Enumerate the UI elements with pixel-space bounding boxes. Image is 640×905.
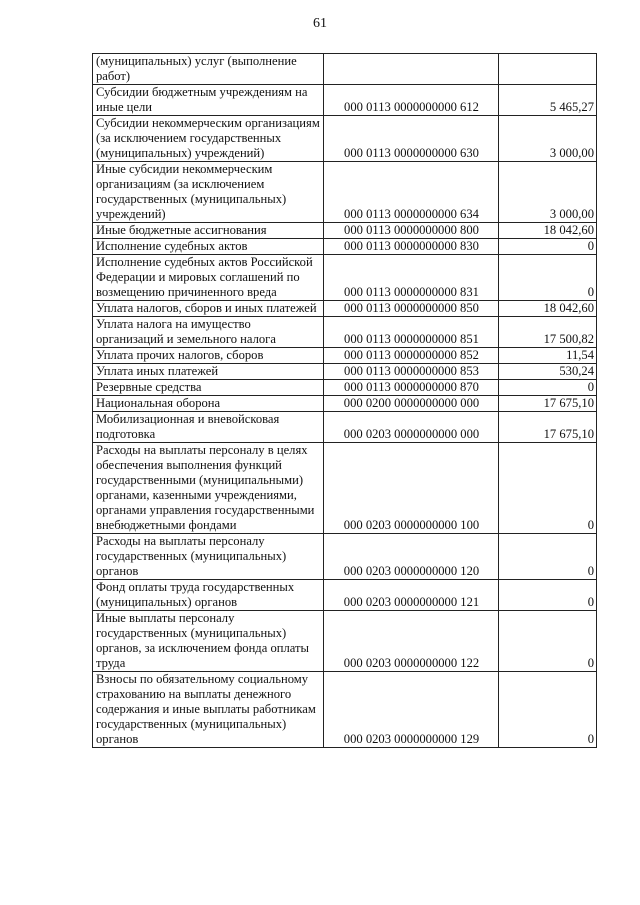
row-name-cell: Уплата налогов, сборов и иных платежей xyxy=(93,301,324,317)
row-name-cell: Расходы на выплаты персоналу в целях обеспечения выполнения функций государственными (муниципальными) органами, казенными учреждениями, органами управления государственными внебюджетными фондами xyxy=(93,443,324,534)
row-name-cell: Национальная оборона xyxy=(93,396,324,412)
row-name-cell: Фонд оплаты труда государственных (муниципальных) органов xyxy=(93,580,324,611)
row-name-cell: Иные выплаты персоналу государственных (муниципальных) органов, за исключением фонда оплаты труда xyxy=(93,611,324,672)
table-row xyxy=(93,116,597,162)
row-code-cell: 000 0203 0000000000 121 xyxy=(324,580,499,611)
table-row xyxy=(93,348,597,364)
row-name-cell: Резервные средства xyxy=(93,380,324,396)
row-amount-cell: 0 xyxy=(499,239,597,255)
row-name-cell: Уплата прочих налогов, сборов xyxy=(93,348,324,364)
row-name-cell: Уплата иных платежей xyxy=(93,364,324,380)
row-amount-cell: 530,24 xyxy=(499,364,597,380)
row-code-cell xyxy=(324,54,499,85)
row-amount-cell xyxy=(499,54,597,85)
row-amount-cell: 3 000,00 xyxy=(499,162,597,223)
row-amount-cell: 0 xyxy=(499,672,597,748)
row-amount-cell: 17 675,10 xyxy=(499,396,597,412)
row-amount-cell: 5 465,27 xyxy=(499,85,597,116)
row-code-cell: 000 0113 0000000000 870 xyxy=(324,380,499,396)
row-code-cell: 000 0113 0000000000 850 xyxy=(324,301,499,317)
row-code-cell: 000 0203 0000000000 100 xyxy=(324,443,499,534)
table-row xyxy=(93,412,597,443)
row-amount-cell: 11,54 xyxy=(499,348,597,364)
table-row xyxy=(93,239,597,255)
row-code-cell: 000 0203 0000000000 120 xyxy=(324,534,499,580)
table-row xyxy=(93,162,597,223)
row-amount-cell: 0 xyxy=(499,534,597,580)
row-code-cell: 000 0113 0000000000 851 xyxy=(324,317,499,348)
row-code-cell: 000 0203 0000000000 129 xyxy=(324,672,499,748)
budget-table xyxy=(92,53,597,748)
row-name-cell: Субсидии бюджетным учреждениям на иные цели xyxy=(93,85,324,116)
table-row xyxy=(93,672,597,748)
row-code-cell: 000 0203 0000000000 000 xyxy=(324,412,499,443)
table-row xyxy=(93,443,597,534)
row-name-cell: Исполнение судебных актов Российской Федерации и мировых соглашений по возмещению причиненного вреда xyxy=(93,255,324,301)
row-code-cell: 000 0113 0000000000 630 xyxy=(324,116,499,162)
budget-table-body xyxy=(93,54,597,748)
row-amount-cell: 17 500,82 xyxy=(499,317,597,348)
page-number: 61 xyxy=(313,16,327,31)
row-code-cell: 000 0113 0000000000 831 xyxy=(324,255,499,301)
table-row xyxy=(93,317,597,348)
table-row xyxy=(93,611,597,672)
row-amount-cell: 0 xyxy=(499,380,597,396)
table-row xyxy=(93,534,597,580)
row-code-cell: 000 0200 0000000000 000 xyxy=(324,396,499,412)
row-name-cell: Уплата налога на имущество организаций и земельного налога xyxy=(93,317,324,348)
table-row xyxy=(93,85,597,116)
row-name-cell: Субсидии некоммерческим организациям (за исключением государственных (муниципальных) учреждений) xyxy=(93,116,324,162)
row-amount-cell: 18 042,60 xyxy=(499,223,597,239)
row-amount-cell: 3 000,00 xyxy=(499,116,597,162)
table-row xyxy=(93,54,597,85)
row-name-cell: Исполнение судебных актов xyxy=(93,239,324,255)
row-code-cell: 000 0203 0000000000 122 xyxy=(324,611,499,672)
row-code-cell: 000 0113 0000000000 853 xyxy=(324,364,499,380)
row-name-cell: (муниципальных) услуг (выполнение работ) xyxy=(93,54,324,85)
row-amount-cell: 18 042,60 xyxy=(499,301,597,317)
row-amount-cell: 17 675,10 xyxy=(499,412,597,443)
row-amount-cell: 0 xyxy=(499,611,597,672)
row-code-cell: 000 0113 0000000000 830 xyxy=(324,239,499,255)
table-row xyxy=(93,580,597,611)
table-row xyxy=(93,255,597,301)
row-name-cell: Иные бюджетные ассигнования xyxy=(93,223,324,239)
row-code-cell: 000 0113 0000000000 612 xyxy=(324,85,499,116)
table-row xyxy=(93,396,597,412)
row-name-cell: Мобилизационная и вневойсковая подготовка xyxy=(93,412,324,443)
row-name-cell: Расходы на выплаты персоналу государственных (муниципальных) органов xyxy=(93,534,324,580)
row-amount-cell: 0 xyxy=(499,255,597,301)
row-code-cell: 000 0113 0000000000 800 xyxy=(324,223,499,239)
row-name-cell: Взносы по обязательному социальному страхованию на выплаты денежного содержания и иные выплаты работникам государственных (муниципальных) органов xyxy=(93,672,324,748)
row-amount-cell: 0 xyxy=(499,580,597,611)
row-code-cell: 000 0113 0000000000 634 xyxy=(324,162,499,223)
table-row xyxy=(93,380,597,396)
row-amount-cell: 0 xyxy=(499,443,597,534)
row-code-cell: 000 0113 0000000000 852 xyxy=(324,348,499,364)
row-name-cell: Иные субсидии некоммерческим организациям (за исключением государственных (муниципальных) учреждений) xyxy=(93,162,324,223)
table-row xyxy=(93,223,597,239)
table-row xyxy=(93,301,597,317)
table-row xyxy=(93,364,597,380)
